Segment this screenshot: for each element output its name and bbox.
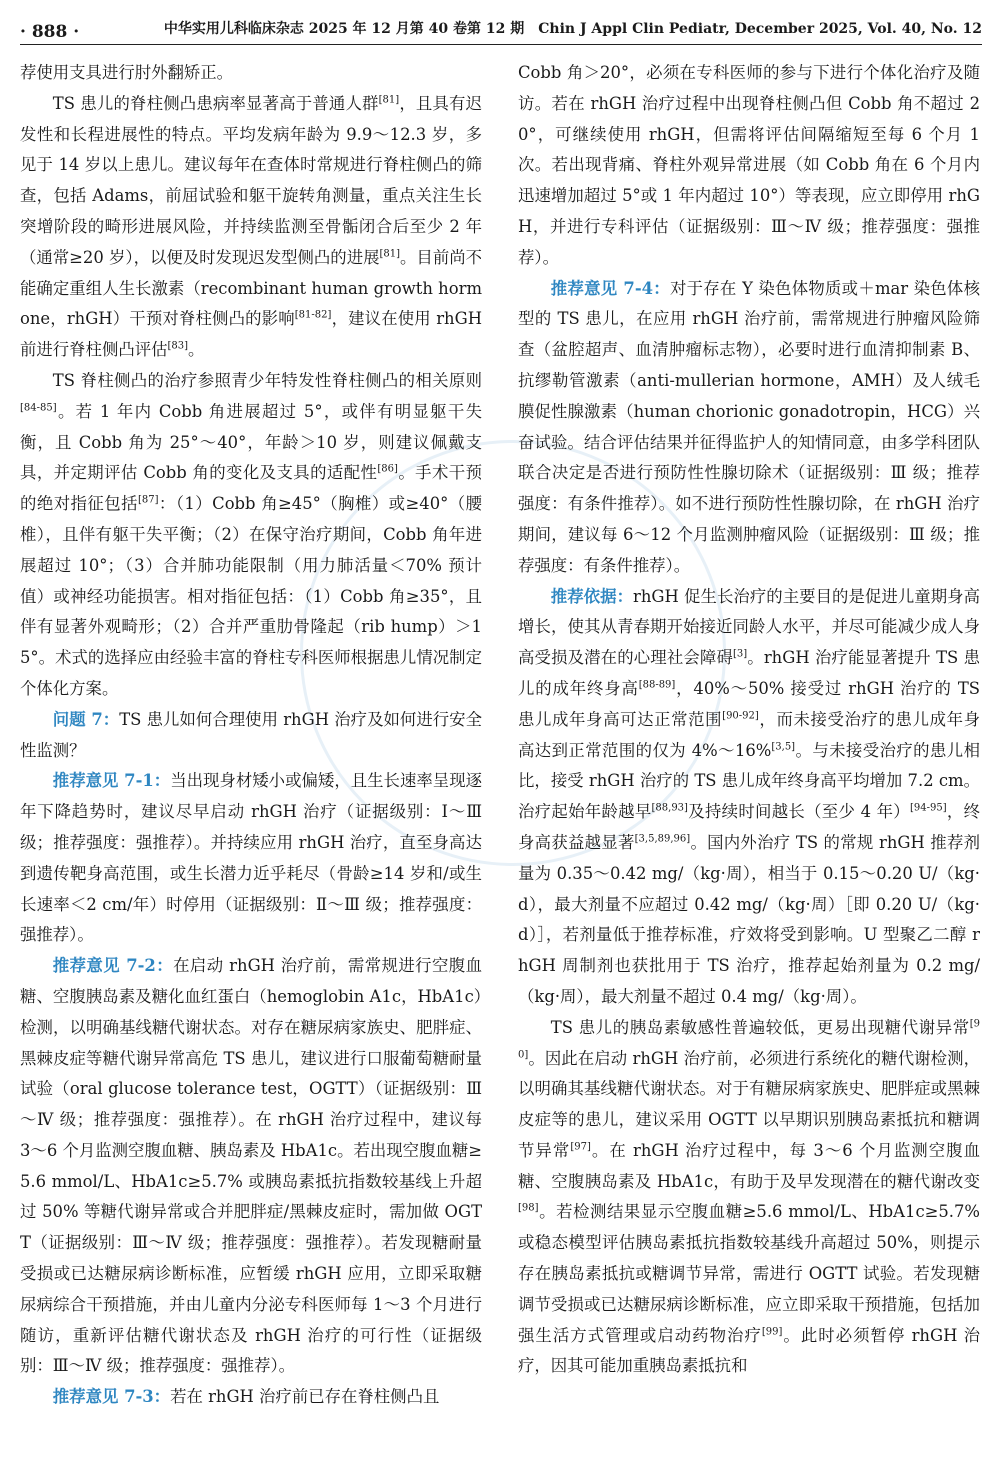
paragraph (20, 766, 482, 951)
body-text: 。在 rhGH 治疗过程中，每 3～6 个月监测空腹血糖、空腹胰岛素及 HbA1c，有助于及早发现潜在的糖代谢改变 (518, 1140, 980, 1191)
body-text: TS 患儿的脊柱侧凸患病率显著高于普通人群 (52, 93, 379, 113)
paragraph (518, 1013, 980, 1383)
section-label: 推荐意见 7-4： (550, 278, 670, 298)
citation-ref: [94-95] (909, 802, 947, 814)
body-text: 对于存在 Y 染色体物质或＋mar 染色体核型的 TS 患儿，在应用 rhGH 治疗前，需常规进行肿瘤风险筛查（盆腔超声、血清肿瘤标志物），必要时进行血清抑制素 B、抗缪勒管激素（anti-mullerian hormone，AMH）及人绒毛膜促性腺激素（human chorionic gonadotropin，HCG）兴奋试验。结合评估结果并征得监护人的知情同意，由多学科团队联合决定是否进行预防性性腺切除术（证据级别：Ⅲ 级；推荐强度：有条件推荐）。如不进行预防性性腺切除，在 rhGH 治疗期间，建议每 6～12 个月监测肿瘤风险（证据级别：Ⅲ 级；推荐强度：有条件推荐）。 (518, 278, 980, 575)
paragraph (518, 582, 980, 1013)
citation-ref: [86] (377, 463, 398, 475)
section-label: 推荐意见 7-1： (52, 771, 171, 791)
citation-ref: [81] (379, 248, 401, 260)
citation-ref: [3,5,89,96] (634, 833, 691, 845)
page-number: · 888 · (20, 22, 80, 42)
body-text: 。此时必须暂停 rhGH 治疗，因其可能加重胰岛素抵抗和 (518, 1325, 980, 1376)
body-text: 荐使用支具进行肘外翻矫正。 (20, 63, 234, 82)
paragraph (518, 274, 980, 582)
paragraph (20, 366, 482, 705)
body-text: rhGH 促生长治疗的主要目的是促进儿童期身高增长，使其从青春期开始接近同龄人水平，并尽可能减少成人身高受损及潜在的心理社会障碍 (518, 586, 980, 668)
body-text: 。手术干预的绝对指征包括 (20, 463, 482, 514)
citation-ref: [3,5] (771, 741, 796, 753)
citation-ref: [88,93] (651, 802, 688, 814)
section-label: 推荐依据： (550, 586, 634, 606)
body-text: ，而未接受治疗的患儿成年身高达到正常范围的仅为 4%～16% (518, 709, 980, 760)
journal-citation: 中华实用儿科临床杂志 2025 年 12 月第 40 卷第 12 期 Chin J Appl Clin Pediatr, December 2025, Vol. 40, No. 12 (163, 21, 982, 37)
body-text: 。因此在启动 rhGH 治疗前，必须进行系统化的糖代谢检测，以明确其基线糖代谢状态。对于有糖尿病家族史、肥胖症或黑棘皮症等的患儿，建议采用 OGTT 以早期识别胰岛素抵抗和糖调节异常 (518, 1048, 980, 1160)
citation-ref: [87] (137, 494, 159, 506)
body-text: TS 脊柱侧凸的治疗参照青少年特发性脊柱侧凸的相关原则 (52, 370, 482, 390)
section-label: 推荐意见 7-3： (52, 1387, 171, 1407)
citation-ref: [98] (518, 1203, 539, 1215)
page-header (20, 10, 982, 45)
paragraph (20, 1382, 482, 1413)
citation-ref: [90-92] (722, 710, 759, 722)
citation-ref: [81] (378, 94, 400, 106)
citation-ref: [88-89] (638, 679, 676, 691)
body-text: ：（1）Cobb 角≥45°（胸椎）或≥40°（腰椎），且伴有躯干失平衡；（2）在保守治疗期间，Cobb 角年进展超过 10°；（3）合并肺功能限制（用力肺活量＜70% 预计值）或神经功能损害。相对指征包括：（1）Cobb 角≥35°，且伴有显著外观畸形；（2）合并严重肋骨隆起（rib hump）＞15°。术式的选择应由经验丰富的脊柱专科医师根据患儿情况制定个体化方案。 (20, 494, 482, 698)
body-text: TS 患儿的胰岛素敏感性普遍较低，更易出现糖代谢异常 (550, 1017, 970, 1037)
paragraph (518, 58, 980, 274)
body-text: 当出现身材矮小或偏矮，且生长速率呈现逐年下降趋势时，建议尽早启动 rhGH 治疗（证据级别：Ⅰ～Ⅲ 级；推荐强度：强推荐）。并持续应用 rhGH 治疗，直至身高达到遗传靶身高范围，或生长潜力近乎耗尽（骨龄≥14 岁和/或生长速率＜2 cm/年）时停用（证据级别：Ⅱ～Ⅲ 级；推荐强度：强推荐）。 (20, 771, 482, 945)
body-text: ，建议在使用 rhGH 前进行脊柱侧凸评估 (20, 309, 482, 360)
body-text: 。与未接受治疗的患儿相比，接受 rhGH 治疗的 TS 患儿成年终身高平均增加 7.2 cm。治疗起始年龄越早 (518, 740, 980, 822)
body-text: 。若检测结果显示空腹血糖≥5.6 mmol/L、HbA1c≥5.7% 或稳态模型评估胰岛素抵抗指数较基线升高超过 50%，则提示存在胰岛素抵抗或糖调节异常，需进行 OGTT 试验。若发现糖调节受损或已达糖尿病诊断标准，应立即采取干预措施，包括加强生活方式管理或启动药物治疗 (518, 1202, 980, 1345)
body-text: 。 (188, 340, 205, 360)
paragraph (20, 89, 482, 366)
body-text: ，40%～50% 接受过 rhGH 治疗的 TS 患儿成年身高可达正常范围 (518, 678, 980, 729)
right-column (518, 58, 980, 1448)
body-text: 。国内外治疗 TS 的常规 rhGH 推荐剂量为 0.35～0.42 mg/（kg·周），相当于 0.15～0.20 U/（kg·d），最大剂量不应超过 0.42 mg/（kg·周）［即 0.20 U/（kg·d）］，若剂量低于推荐标准，疗效将受到影响。U 型聚乙二醇 rhGH 周制剂也获批用于 TS 治疗，推荐起始剂量为 0.2 mg/（kg·周），最大剂量不超过 0.4 mg/（kg·周）。 (518, 832, 980, 1006)
citation-ref: [83] (167, 340, 189, 352)
citation-ref: [90] (518, 1018, 980, 1061)
section-label: 推荐意见 7-2： (52, 956, 174, 976)
body-text: TS 患儿如何合理使用 rhGH 治疗及如何进行安全性监测？ (20, 709, 482, 760)
paragraph (20, 951, 482, 1382)
body-text: ，终身高获益越显著 (518, 802, 980, 852)
paragraph (20, 705, 482, 767)
citation-ref: [97] (570, 1141, 591, 1153)
body-text: 若在 rhGH 治疗前已存在脊柱侧凸且 (170, 1387, 440, 1407)
paragraph (20, 58, 482, 89)
citation-ref: [84-85] (20, 402, 57, 414)
body-text: 及持续时间越长（至少 4 年） (687, 802, 910, 822)
section-label: 问题 7： (52, 709, 120, 729)
left-column (20, 58, 482, 1448)
body-text: 。若 1 年内 Cobb 角进展超过 5°，或伴有明显躯干失衡，且 Cobb 角为 25°～40°，年龄＞10 岁，则建议佩戴支具，并定期评估 Cobb 角的变化及支具的适配性 (20, 401, 482, 483)
citation-ref: [99] (761, 1326, 783, 1338)
body-text: 。目前尚不能确定重组人生长激素（recombinant human growth hormone，rhGH）干预对脊柱侧凸的影响 (20, 247, 482, 329)
body-text: ，且具有迟发性和长程进展性的特点。平均发病年龄为 9.9～12.3 岁，多见于 14 岁以上患儿。建议每年在查体时常规进行脊柱侧凸的筛查，包括 Adams，前屈试验和躯干旋转角测量，重点关注生长突增阶段的畸形进展风险，并持续监测至骨骺闭合后至少 2 年（通常≥20 岁），以便及时发现迟发型侧凸的进展 (20, 93, 482, 267)
citation-ref: [81-82] (294, 309, 332, 321)
citation-ref: [3] (732, 648, 748, 660)
body-text: Cobb 角＞20°，必须在专科医师的参与下进行个体化治疗及随访。若在 rhGH 治疗过程中出现脊柱侧凸但 Cobb 角不超过 20°，可继续使用 rhGH，但需将评估间隔缩短至每 6 个月 1 次。若出现背痛、脊柱外观异常进展（如 Cobb 角在 6 个月内迅速增加超过 5°或 1 年内超过 10°）等表现，应立即停用 rhGH，并进行专科评估（证据级别：Ⅲ～Ⅳ 级；推荐强度：强推荐）。 (518, 63, 980, 267)
body-text: 。rhGH 治疗能显著提升 TS 患儿的成年终身高 (518, 648, 980, 698)
body-text: 在启动 rhGH 治疗前，需常规进行空腹血糖、空腹胰岛素及糖化血红蛋白（hemoglobin A1c，HbA1c）检测，以明确基线糖代谢状态。对存在糖尿病家族史、肥胖症、黑棘皮症等糖代谢异常高危 TS 患儿，建议进行口服葡萄糖耐量试验（oral glucose tolerance test，OGTT）（证据级别：Ⅲ～Ⅳ 级；推荐强度：强推荐）。在 rhGH 治疗过程中，建议每 3～6 个月监测空腹血糖、胰岛素及 HbA1c。若出现空腹血糖≥5.6 mmol/L、HbA1c≥5.7% 或胰岛素抵抗指数较基线上升超过 50% 等糖代谢异常或合并肥胖症/黑棘皮症时，需加做 OGTT（证据级别：Ⅲ～Ⅳ 级；推荐强度：强推荐）。若发现糖耐量受损或已达糖尿病诊断标准，应暂缓 rhGH 应用，立即采取糖尿病综合干预措施，并由儿童内分泌专科医师每 1～3 个月进行随访，重新评估糖代谢状态及 rhGH 治疗的可行性（证据级别：Ⅲ～Ⅳ 级；推荐强度：强推荐）。 (20, 956, 482, 1376)
